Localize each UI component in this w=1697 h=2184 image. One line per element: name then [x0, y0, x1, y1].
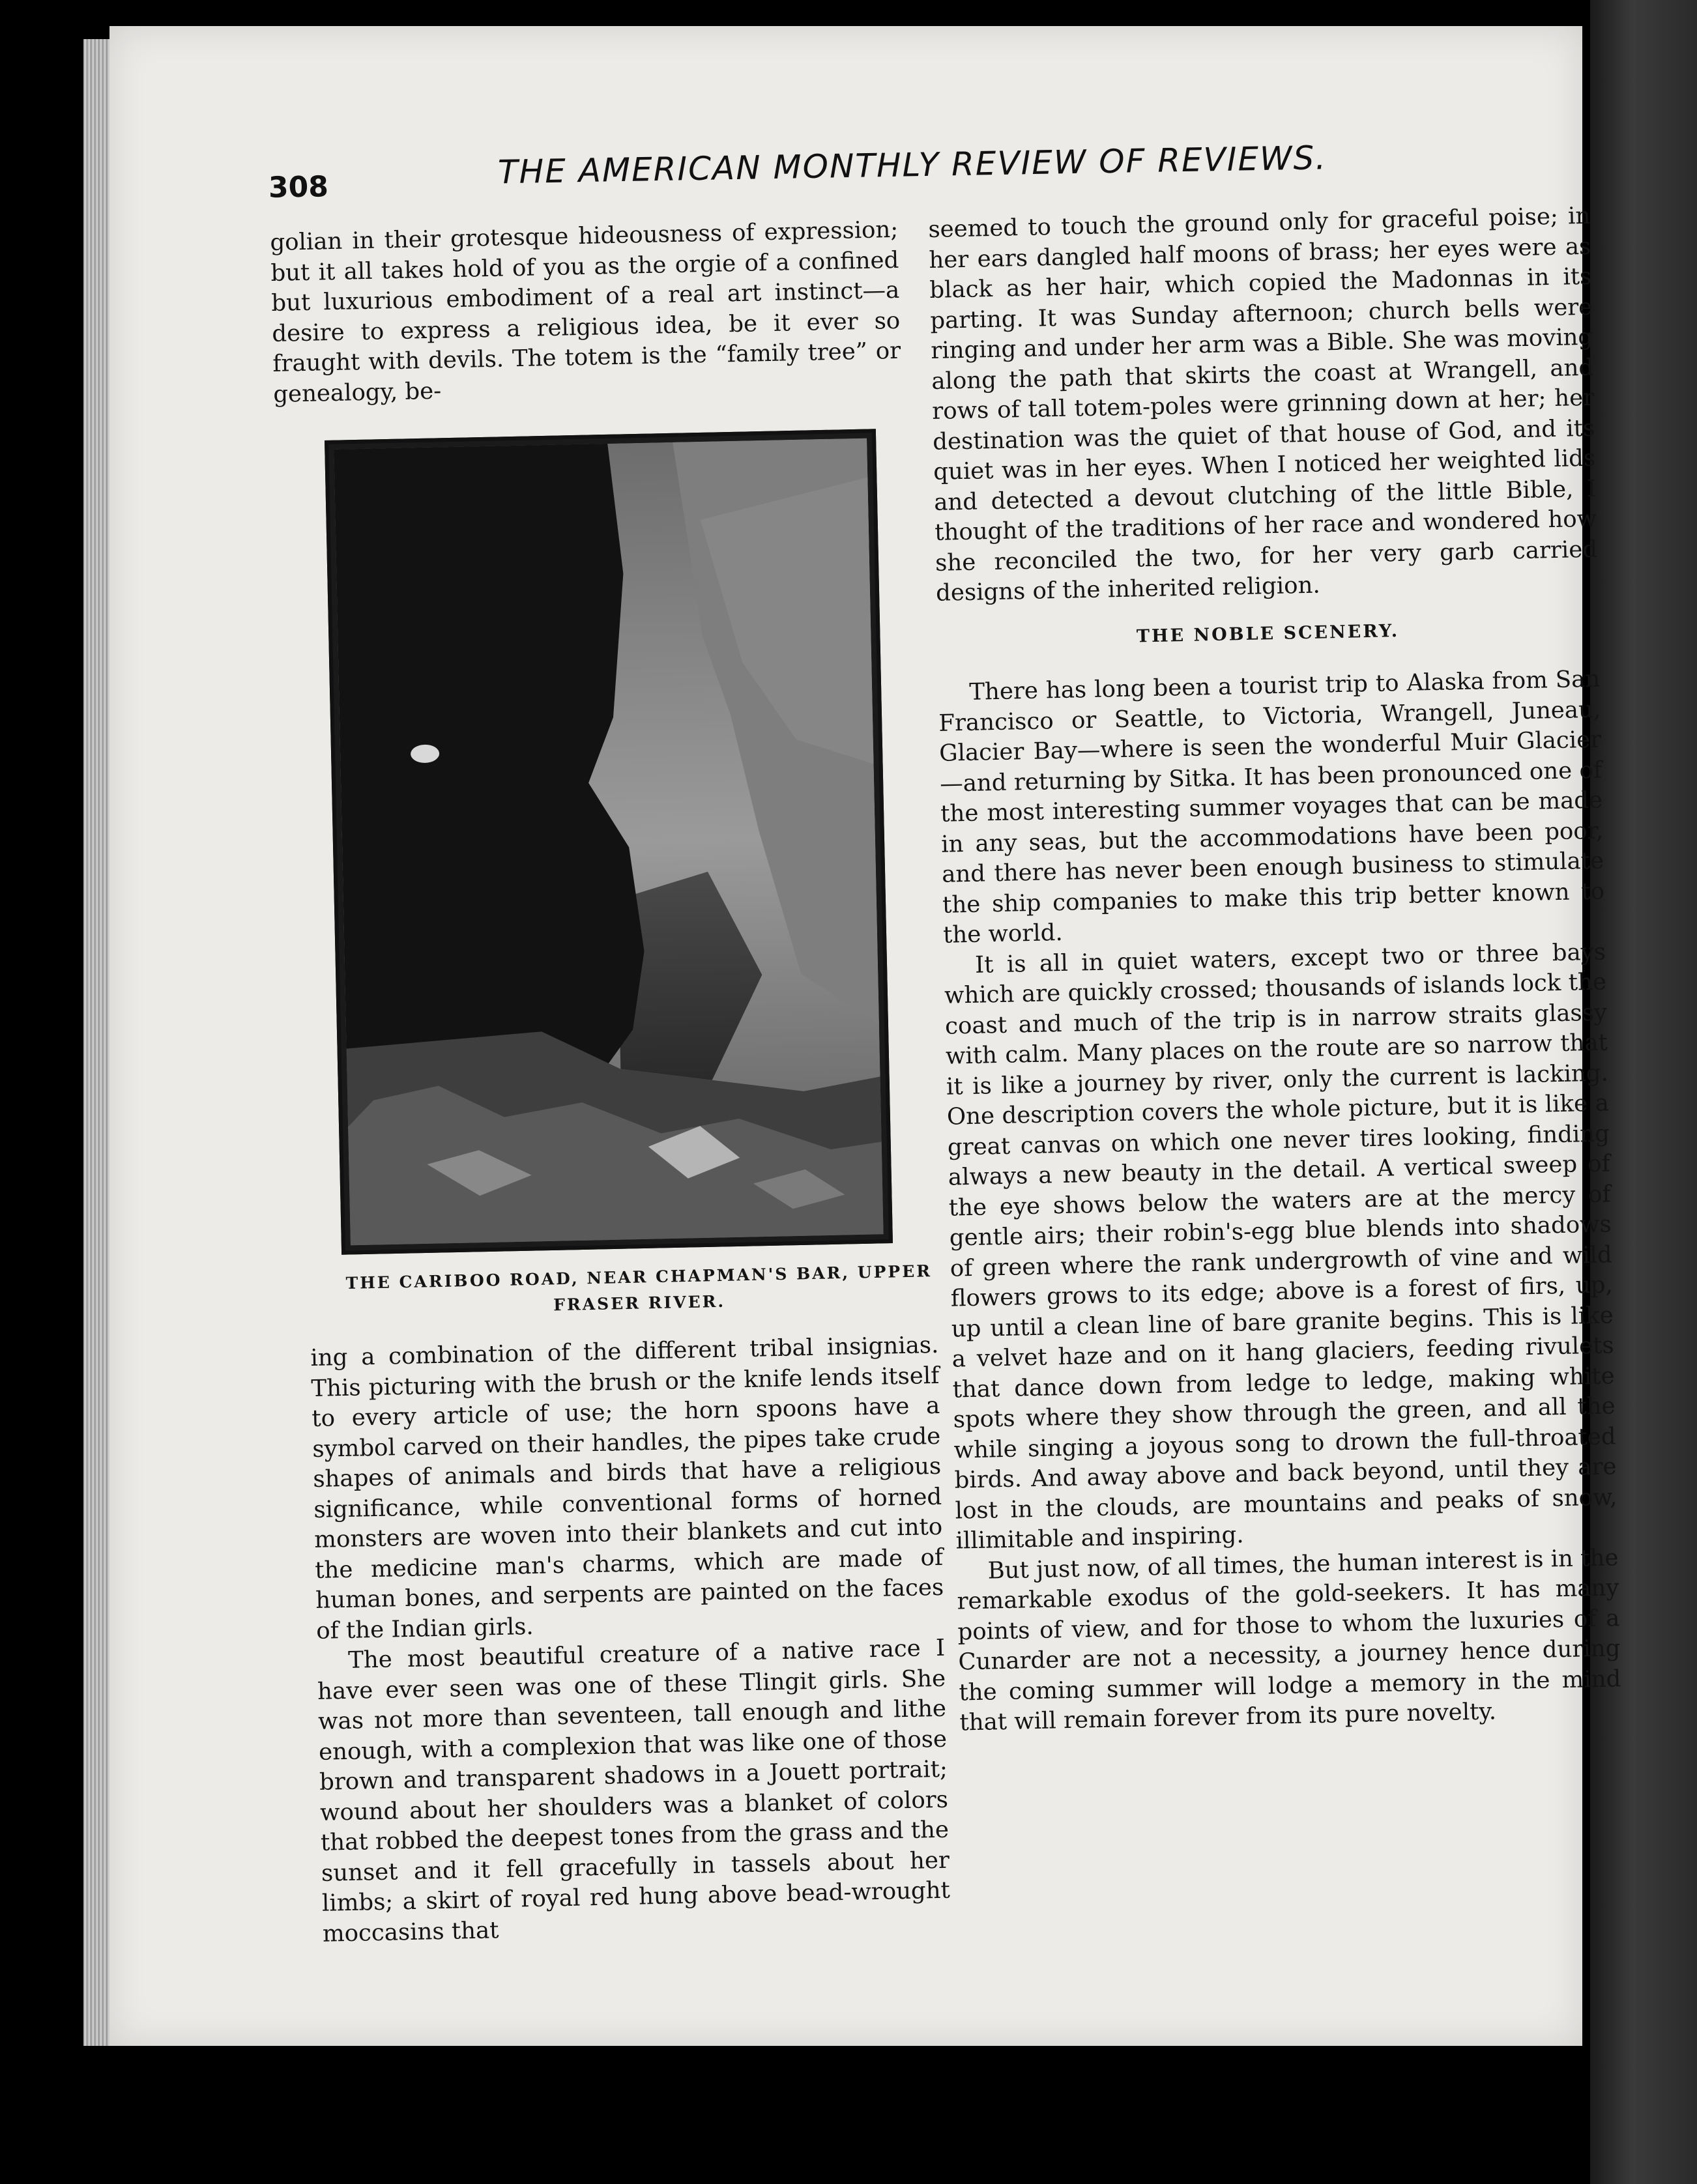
paragraph: seemed to touch the ground only for graceful poise; in her ears dangled half moons of brass; her eyes were as black as her hair, which copied the Madonnas in its parting. It was Sunday afternoon; church bells were ringing and under her arm was a Bible. She was moving along the path that skirts the coast at Wrangell, and rows of tall totem-poles were grinning down at her; her destination was the quiet of that house of God, and its quiet was in her eyes. When I noticed her weighted lids and detected a devout clutching of the little Bible, I thought of the traditions of her race and wondered how she reconciled the two, for her very garb carried designs of the inherited religion. [928, 202, 1598, 607]
section-heading: THE NOBLE SCENERY. [1136, 620, 1400, 646]
paragraph: It is all in quiet waters, except two or three bays which are quickly crossed; thousands of islands lock the coast and much of the trip is in narrow straits glassy with calm. Many places on the route are so narrow that it is like a journey by river, only the current is lacking. One description covers the whole picture, but it is like a great canvas on which one never tires looking, finding always a new beauty in the detail. A vertical sweep of the eye shows below the waters are at the mercy of gentle airs; their robin's-egg blue blends into shadows of green where the rank undergrowth of vine and wild flowers grows to its edge; above is a forest of firs, up, up until a clean line of bare granite begins. This is like a velvet haze and on it hang glaciers, feeding rivulets that dance down from ledge to ledge, making white spots where they show through the green, and all the while singing a joyous song to drown the full-throated birds. And away above and back beyond, until they are lost in the clouds, are mountains and peaks of snow, illimitable and inspiring. [944, 938, 1617, 1555]
paragraph: ing a combination of the different tribal insignias. This picturing with the brush or the knife lends itself to every article of use; the horn spoons have a symbol carved on their handles, the pipes take crude shapes of animals and birds that have a religious significance, while conventional forms of horned monsters are woven into their blankets and cut into the medicine man's charms, which are made of human bones, and serpents are painted on the faces of the Indian girls. [310, 1331, 944, 1645]
paragraph: But just now, of all times, the human interest is in the remarkable exodus of the gold-seekers. It has many points of view, and for those to whom the luxuries of a Cunarder are not a necessity, a journey hence during the coming summer will lodge a memory in the mind that will remain forever from its pure novelty. [957, 1544, 1621, 1736]
running-head: THE AMERICAN MONTHLY REVIEW OF REVIEWS. [497, 139, 1327, 192]
page-edge-stack [83, 39, 109, 2046]
canyon-photo [334, 438, 883, 1246]
paragraph: golian in their grotesque hideousness of expression; but it all takes hold of you as the orgie of a confined but luxurious embodiment of a real art instinct—a desire to express a religious idea, be it ever so fraught with devils. The totem is the “family tree” or genealogy, be- [270, 216, 901, 408]
right-column [928, 201, 1622, 1738]
photo-frame [325, 429, 893, 1254]
paragraph: The most beautiful creature of a native race I have ever seen was one of these Tlingit girls. She was not more than seventeen, tall enough and lithe enough, with a complexion that was like one of those brown and transparent shadows in a Jouett portrait; wound about her shoulders was a blanket of colors that robbed the deepest tones from the grass and the sunset and it fell gracefully in tassels about her limbs; a skirt of royal red hung above bead-wrought moccasins that [317, 1634, 951, 1947]
left-column-top [270, 215, 902, 410]
paragraph: There has long been a tourist trip to Alaska from San Francisco or Seattle, to Victoria, Wrangell, Juneau, Glacier Bay—where is seen the wonderful Muir Glacier—and returning by Sitka. It has been pronounced one of the most interesting summer voyages that can be made in any seas, but the accommodations have been poor, and there has never been enough business to stimulate the ship companies to make this trip better known to the world. [938, 665, 1605, 949]
caption-line: THE CARIBOO ROAD, NEAR CHAPMAN'S BAR, UPPER [345, 1261, 933, 1293]
photo-figure [325, 429, 893, 1254]
page-number: 308 [268, 170, 329, 205]
left-column-bottom [310, 1330, 951, 1949]
caption-line: FRASER RIVER. [553, 1291, 726, 1315]
